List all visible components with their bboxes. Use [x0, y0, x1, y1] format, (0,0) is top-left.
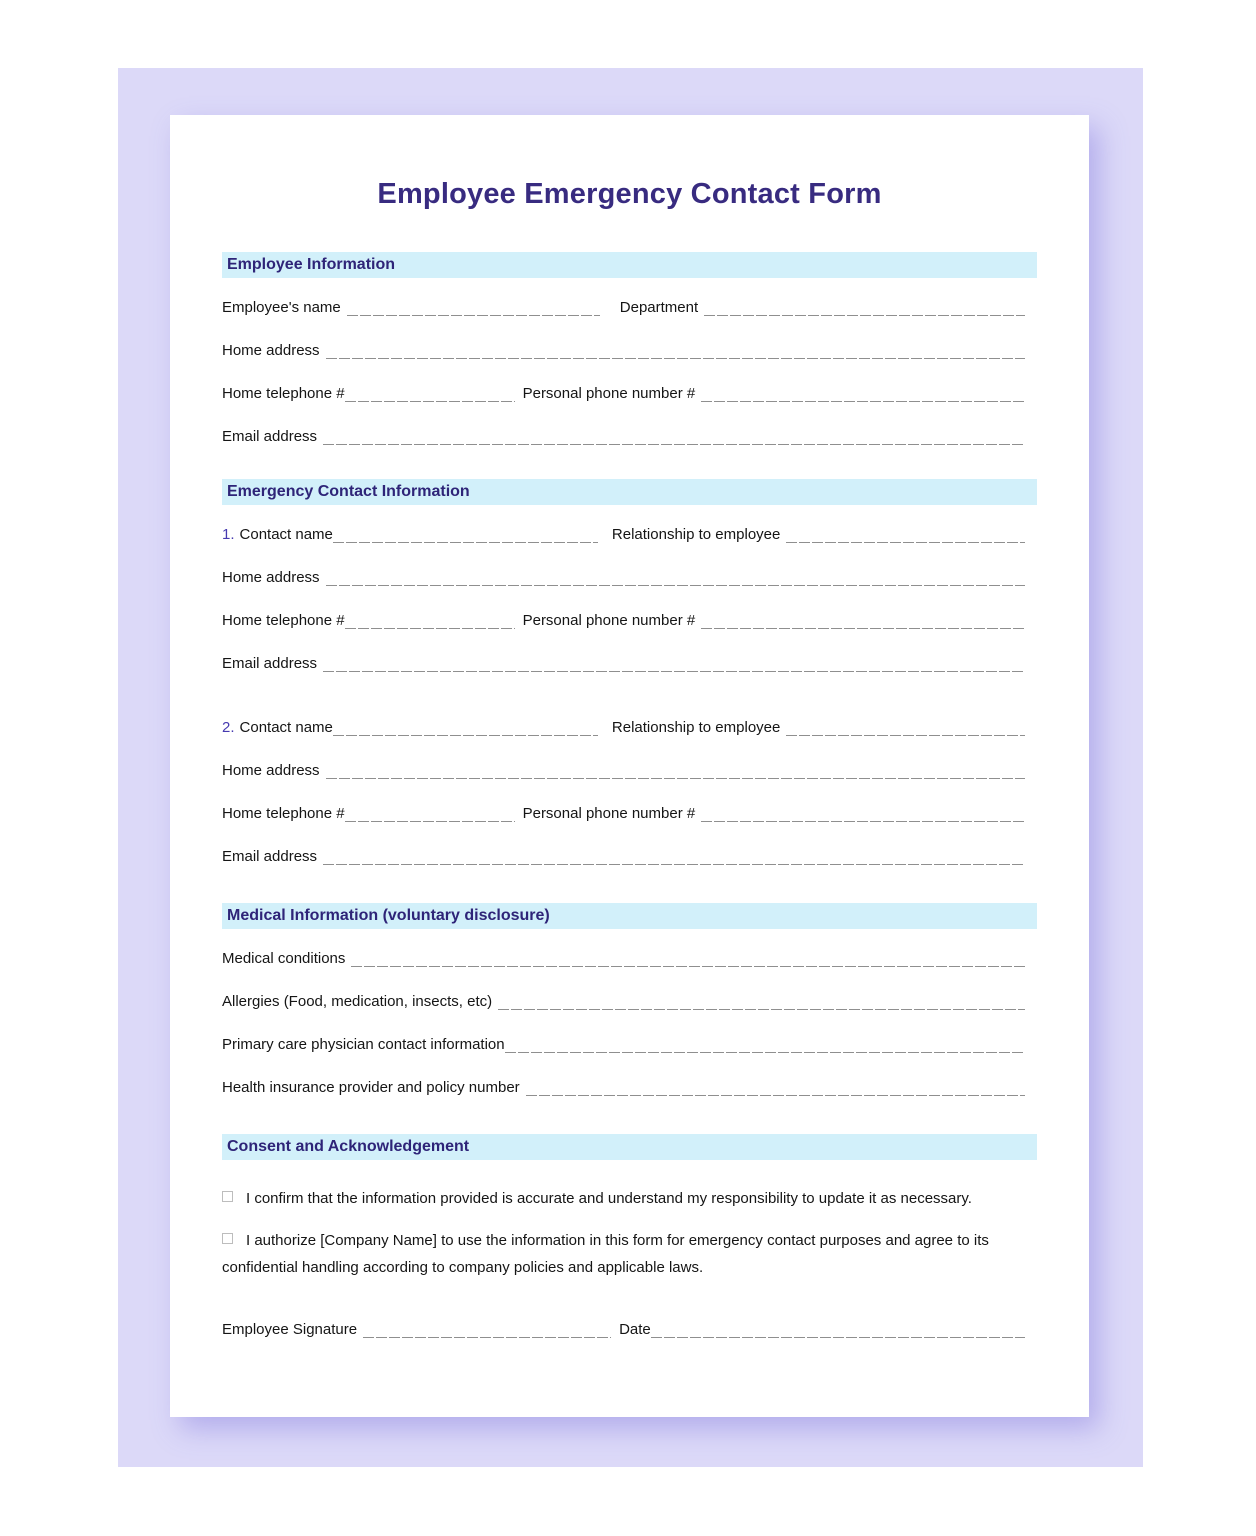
- insurance-label: Health insurance provider and policy number: [222, 1079, 520, 1096]
- row-contact2-phones: [222, 805, 1037, 823]
- contact1-email-label: Email address: [222, 655, 318, 672]
- home-address-field-line[interactable]: [326, 346, 1025, 359]
- personal-phone-label: Personal phone number #: [522, 385, 696, 402]
- allergies-field-line[interactable]: [498, 997, 1025, 1010]
- contact2-home-address-label: Home address: [222, 762, 320, 779]
- section-header-consent-acknowledgement: [222, 1134, 1037, 1160]
- row-signature-date: [222, 1321, 1037, 1339]
- section-header-label: Emergency Contact Information: [227, 483, 470, 500]
- row-insurance: [222, 1079, 1037, 1097]
- contact2-email-field-line[interactable]: [323, 852, 1025, 865]
- contact2-home-telephone-label: Home telephone #: [222, 805, 345, 822]
- row-contact1-phones: [222, 612, 1037, 630]
- contact1-name-field-line[interactable]: [333, 530, 598, 543]
- email-address-field-line[interactable]: [323, 432, 1025, 445]
- physician-field-line[interactable]: [505, 1040, 1025, 1053]
- home-telephone-label: Home telephone #: [222, 385, 345, 402]
- home-telephone-field-line[interactable]: [345, 389, 515, 402]
- contact1-home-telephone-field-line[interactable]: [345, 616, 515, 629]
- row-allergies: [222, 993, 1037, 1011]
- contact2-home-address-field-line[interactable]: [326, 766, 1025, 779]
- page-title: Employee Emergency Contact Form: [377, 178, 882, 210]
- checkbox-authorize[interactable]: [222, 1233, 233, 1244]
- row-employee-home-address: [222, 342, 1037, 360]
- row-contact2-name-relationship: [222, 719, 1037, 737]
- form-page: [170, 115, 1089, 1417]
- contact1-relationship-label: Relationship to employee: [611, 526, 781, 543]
- contact2-personal-phone-field-line[interactable]: [701, 809, 1025, 822]
- checkbox-confirm[interactable]: [222, 1191, 233, 1202]
- contact1-name-label: 1. Contact name: [222, 526, 333, 543]
- row-medical-conditions: [222, 950, 1037, 968]
- section-header-label: Consent and Acknowledgement: [227, 1138, 470, 1155]
- section-header-medical-information: [222, 903, 1037, 929]
- lavender-frame: [118, 68, 1143, 1467]
- department-label: Department: [619, 299, 699, 316]
- contact2-relationship-field-line[interactable]: [786, 723, 1025, 736]
- physician-label: Primary care physician contact information: [222, 1036, 505, 1053]
- section-header-label: Employee Information: [227, 256, 396, 273]
- contact2-email-label: Email address: [222, 848, 318, 865]
- contact1-home-telephone-label: Home telephone #: [222, 612, 345, 629]
- contact1-email-field-line[interactable]: [323, 659, 1025, 672]
- row-contact1-home-address: [222, 569, 1037, 587]
- consent-item-authorize: [222, 1227, 1037, 1281]
- row-contact2-home-address: [222, 762, 1037, 780]
- department-field-line[interactable]: [704, 303, 1025, 316]
- employee-name-field-line[interactable]: [347, 303, 600, 316]
- row-employee-phones: [222, 385, 1037, 403]
- contact2-name-label: 2. Contact name: [222, 719, 333, 736]
- date-field-line[interactable]: [651, 1325, 1025, 1338]
- medical-conditions-field-line[interactable]: [351, 954, 1025, 967]
- consent-confirm-text: I confirm that the information provided is accurate and understand my responsibility to update it as necessary.: [246, 1190, 972, 1207]
- contact1-home-address-label: Home address: [222, 569, 320, 586]
- contact1-personal-phone-field-line[interactable]: [701, 616, 1025, 629]
- consent-authorize-text: I authorize [Company Name] to use the information in this form for emergency contact purposes and agree to its confidential handling according to company policies and applicable laws.: [222, 1232, 989, 1276]
- contact2-personal-phone-label: Personal phone number #: [522, 805, 696, 822]
- contact2-home-telephone-field-line[interactable]: [345, 809, 515, 822]
- contact1-relationship-field-line[interactable]: [786, 530, 1025, 543]
- section-header-employee-information: [222, 252, 1037, 278]
- section-header-emergency-contact-information: [222, 479, 1037, 505]
- allergies-label: Allergies (Food, medication, insects, etc): [222, 993, 493, 1010]
- contact1-home-address-field-line[interactable]: [326, 573, 1025, 586]
- row-employee-name-department: [222, 299, 1037, 317]
- employee-name-label: Employee's name: [222, 299, 341, 316]
- home-address-label: Home address: [222, 342, 320, 359]
- row-contact2-email: [222, 848, 1037, 866]
- section-header-label: Medical Information (voluntary disclosure): [227, 907, 550, 924]
- row-employee-email: [222, 428, 1037, 446]
- contact2-name-field-line[interactable]: [333, 723, 598, 736]
- employee-signature-field-line[interactable]: [363, 1325, 611, 1338]
- contact2-relationship-label: Relationship to employee: [611, 719, 781, 736]
- date-label: Date: [619, 1321, 651, 1338]
- row-contact1-email: [222, 655, 1037, 673]
- medical-conditions-label: Medical conditions: [222, 950, 346, 967]
- contact1-personal-phone-label: Personal phone number #: [522, 612, 696, 629]
- contact2-number: 2.: [222, 719, 235, 736]
- personal-phone-field-line[interactable]: [701, 389, 1025, 402]
- row-contact1-name-relationship: [222, 526, 1037, 544]
- employee-signature-label: Employee Signature: [222, 1321, 358, 1338]
- contact1-number: 1.: [222, 526, 235, 543]
- consent-item-confirm: [222, 1185, 1037, 1212]
- row-physician: [222, 1036, 1037, 1054]
- insurance-field-line[interactable]: [526, 1083, 1025, 1096]
- email-address-label: Email address: [222, 428, 318, 445]
